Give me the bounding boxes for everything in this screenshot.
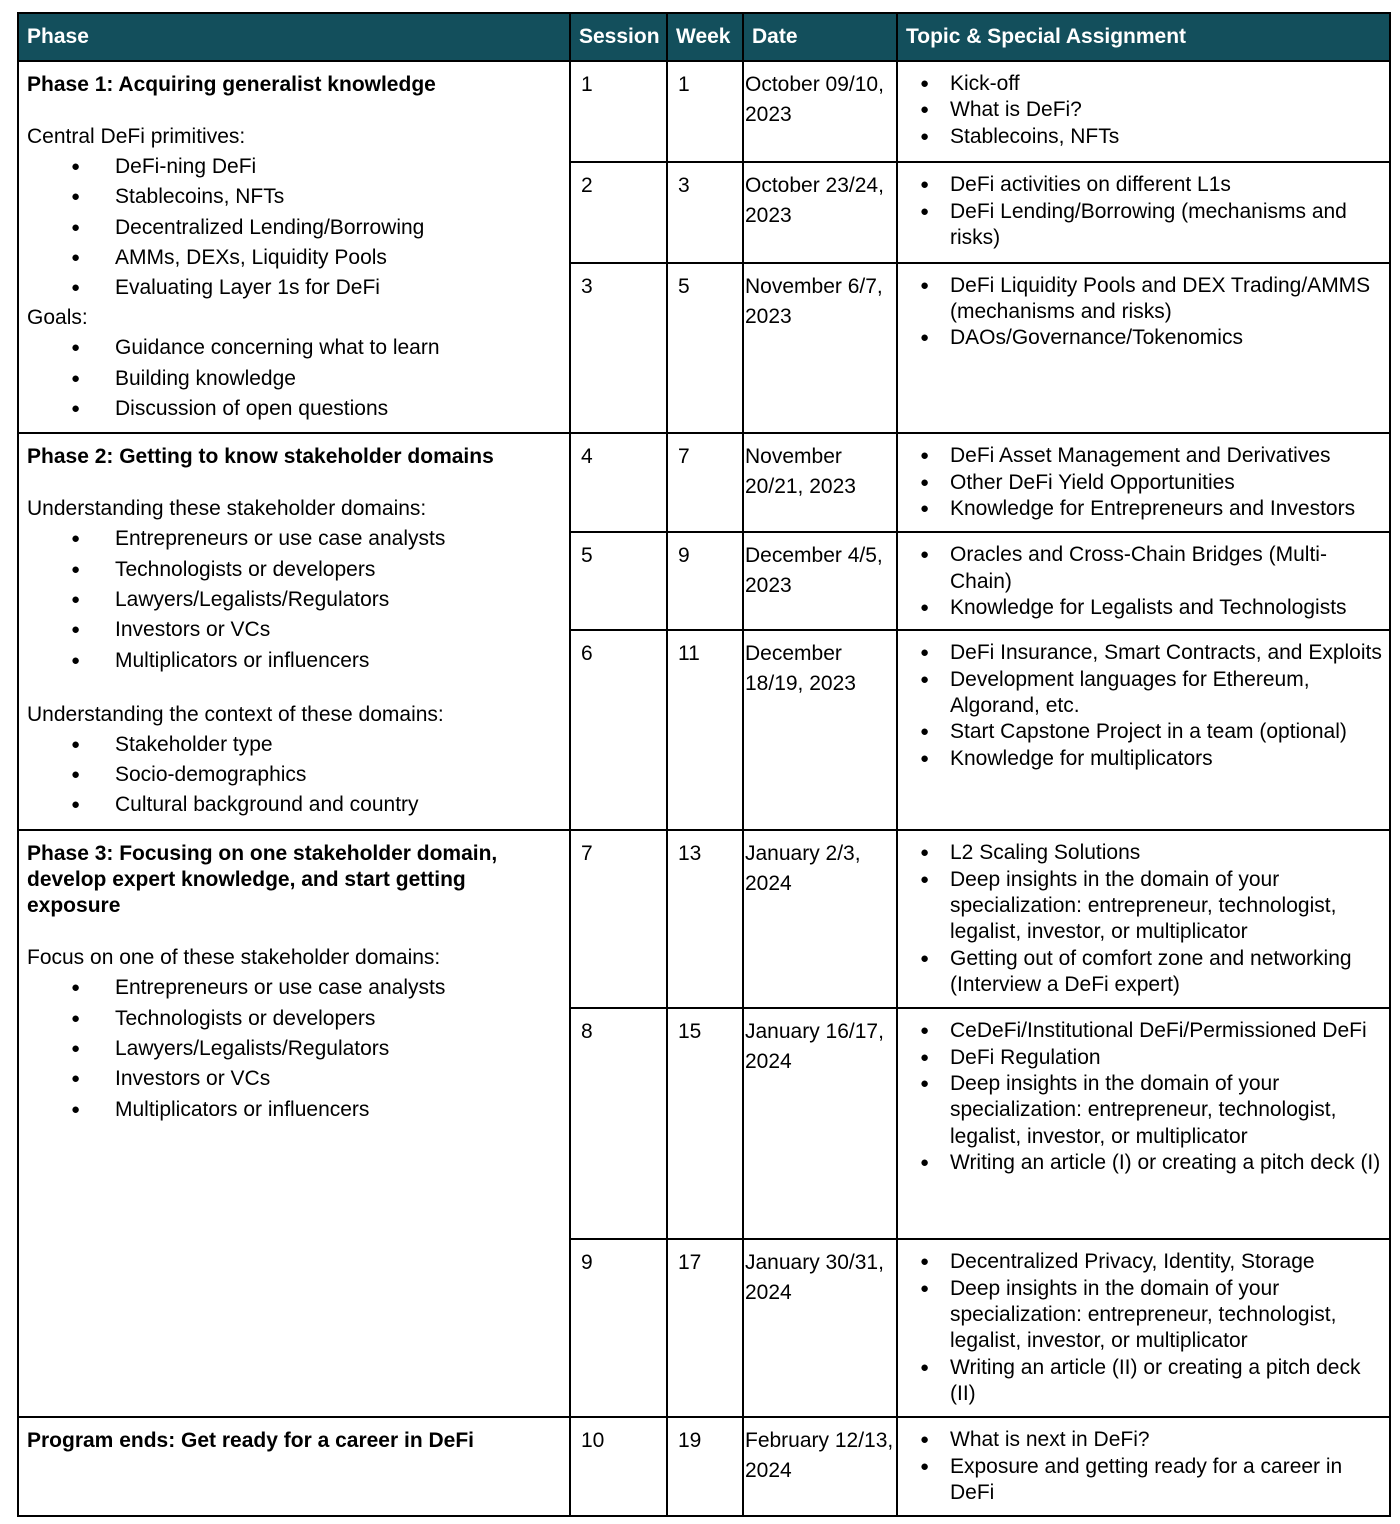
session-number: 8 xyxy=(570,1008,667,1239)
topic-item: ● Oracles and Cross-Chain Bridges (Multi-Chain) xyxy=(906,542,1385,595)
week-number: 17 xyxy=(667,1239,743,1417)
topic-list xyxy=(906,1018,1385,1176)
topic-list xyxy=(906,1249,1385,1407)
session-date: December 18/19, 2023 xyxy=(743,630,897,830)
topic-item: ● Kick-off xyxy=(906,71,1385,97)
topic-cell xyxy=(897,162,1390,262)
topic-item: ● Development languages for Ethereum, Algorand, etc. xyxy=(906,667,1385,720)
header-topic: Topic & Special Assignment xyxy=(897,13,1390,61)
topic-item: ● CeDeFi/Institutional DeFi/Permissioned DeFi xyxy=(906,1018,1385,1044)
topic-item: ● Knowledge for Entrepreneurs and Investors xyxy=(906,496,1385,522)
list-item: ● AMMs, DEXs, Liquidity Pools xyxy=(27,243,561,273)
topic-item: ● Deep insights in the domain of your specialization: entrepreneur, technologist, legalist, investor, or multiplicator xyxy=(906,1071,1385,1150)
topic-item: ● DeFi Lending/Borrowing (mechanisms and risks) xyxy=(906,199,1385,252)
week-number: 13 xyxy=(667,830,743,1008)
topic-cell xyxy=(897,630,1390,830)
list-item: ● Discussion of open questions xyxy=(27,394,561,424)
section-label: Goals: xyxy=(27,306,88,330)
header-phase: Phase xyxy=(18,13,570,61)
topic-item: ● Decentralized Privacy, Identity, Storage xyxy=(906,1249,1385,1275)
list-item: ● Guidance concerning what to learn xyxy=(27,333,561,363)
week-number: 15 xyxy=(667,1008,743,1239)
list-item: ● Building knowledge xyxy=(27,364,561,394)
list-item: ● Entrepreneurs or use case analysts xyxy=(27,524,561,554)
bullet-list xyxy=(27,730,561,821)
table-row xyxy=(18,1417,1390,1516)
topic-cell xyxy=(897,263,1390,433)
week-number: 11 xyxy=(667,630,743,830)
topic-cell xyxy=(897,830,1390,1008)
phase-cell xyxy=(18,433,570,830)
list-item: ● Evaluating Layer 1s for DeFi xyxy=(27,273,561,303)
section-label: Understanding the context of these domains: xyxy=(27,702,444,726)
session-number: 2 xyxy=(570,162,667,262)
list-item: ● DeFi-ning DeFi xyxy=(27,152,561,182)
topic-item: ● Stablecoins, NFTs xyxy=(906,124,1385,150)
list-item: ● Multiplicators or influencers xyxy=(27,646,561,676)
list-item: ● Technologists or developers xyxy=(27,555,561,585)
header-week: Week xyxy=(667,13,743,61)
session-number: 3 xyxy=(570,263,667,433)
topic-item: ● Deep insights in the domain of your specialization: entrepreneur, technologist, legalist, investor, or multiplicator xyxy=(906,867,1385,946)
topic-list xyxy=(906,71,1385,150)
session-date: October 09/10, 2023 xyxy=(743,61,897,162)
list-item: ● Multiplicators or influencers xyxy=(27,1095,561,1125)
phase-title: Phase 3: Focusing on one stakeholder domain, develop expert knowledge, and start getting exposure xyxy=(27,842,498,918)
table-row xyxy=(18,61,1390,162)
list-item: ● Lawyers/Legalists/Regulators xyxy=(27,585,561,615)
header-date: Date xyxy=(743,13,897,61)
topic-list xyxy=(906,840,1385,998)
topic-item: ● Knowledge for multiplicators xyxy=(906,746,1385,772)
topic-item: ● DeFi Asset Management and Derivatives xyxy=(906,443,1385,469)
week-number: 5 xyxy=(667,263,743,433)
session-date: January 16/17, 2024 xyxy=(743,1008,897,1239)
topic-cell xyxy=(897,433,1390,532)
topic-list xyxy=(906,1427,1385,1506)
session-date: February 12/13, 2024 xyxy=(743,1417,897,1516)
topic-item: ● DeFi Regulation xyxy=(906,1045,1385,1071)
header-session: Session xyxy=(570,13,667,61)
topic-item: ● DAOs/Governance/Tokenomics xyxy=(906,325,1385,351)
section-label: Focus on one of these stakeholder domains: xyxy=(27,946,441,970)
topic-item: ● Deep insights in the domain of your specialization: entrepreneur, technologist, legalist, investor, or multiplicator xyxy=(906,1276,1385,1355)
phase-title: Program ends: Get ready for a career in DeFi xyxy=(27,1429,474,1453)
session-number: 1 xyxy=(570,61,667,162)
session-number: 10 xyxy=(570,1417,667,1516)
phase-cell xyxy=(18,61,570,433)
section-label: Central DeFi primitives: xyxy=(27,125,246,148)
topic-item: ● Exposure and getting ready for a career in DeFi xyxy=(906,1454,1385,1507)
topic-list xyxy=(906,172,1385,251)
list-item: ● Socio-demographics xyxy=(27,760,561,790)
list-item: ● Lawyers/Legalists/Regulators xyxy=(27,1034,561,1064)
table-row xyxy=(18,830,1390,1008)
bullet-list xyxy=(27,973,561,1124)
session-date: December 4/5, 2023 xyxy=(743,532,897,630)
topic-item: ● What is next in DeFi? xyxy=(906,1427,1385,1453)
list-item: ● Decentralized Lending/Borrowing xyxy=(27,213,561,243)
bullet-list xyxy=(27,152,561,303)
topic-item: ● What is DeFi? xyxy=(906,97,1385,123)
session-number: 6 xyxy=(570,630,667,830)
bullet-list xyxy=(27,524,561,675)
topic-item: ● Writing an article (I) or creating a pitch deck (I) xyxy=(906,1150,1385,1176)
week-number: 1 xyxy=(667,61,743,162)
topic-cell xyxy=(897,1417,1390,1516)
topic-cell xyxy=(897,1008,1390,1239)
session-number: 9 xyxy=(570,1239,667,1417)
topic-list xyxy=(906,443,1385,522)
topic-cell xyxy=(897,532,1390,630)
topic-item: ● Other DeFi Yield Opportunities xyxy=(906,470,1385,496)
session-number: 5 xyxy=(570,532,667,630)
phase-title: Phase 2: Getting to know stakeholder domains xyxy=(27,445,494,469)
topic-cell xyxy=(897,61,1390,162)
session-date: October 23/24, 2023 xyxy=(743,162,897,262)
topic-list xyxy=(906,273,1385,352)
session-date: January 30/31, 2024 xyxy=(743,1239,897,1417)
list-item: ● Investors or VCs xyxy=(27,1064,561,1094)
topic-item: ● Getting out of comfort zone and networking (Interview a DeFi expert) xyxy=(906,946,1385,999)
session-date: January 2/3, 2024 xyxy=(743,830,897,1008)
list-item: ● Stablecoins, NFTs xyxy=(27,182,561,212)
topic-item: ● DeFi Liquidity Pools and DEX Trading/AMMS (mechanisms and risks) xyxy=(906,273,1385,326)
topic-item: ● Writing an article (II) or creating a pitch deck (II) xyxy=(906,1355,1385,1408)
section-label: Understanding these stakeholder domains: xyxy=(27,497,427,521)
week-number: 9 xyxy=(667,532,743,630)
header-row xyxy=(18,13,1390,61)
list-item: ● Investors or VCs xyxy=(27,615,561,645)
session-date: November 6/7, 2023 xyxy=(743,263,897,433)
topic-item: ● Start Capstone Project in a team (optional) xyxy=(906,719,1385,745)
phase-title: Phase 1: Acquiring generalist knowledge xyxy=(27,73,436,96)
session-number: 7 xyxy=(570,830,667,1008)
topic-list xyxy=(906,640,1385,771)
topic-item: ● L2 Scaling Solutions xyxy=(906,840,1385,866)
schedule-table xyxy=(17,12,1391,1517)
topic-item: ● DeFi activities on different L1s xyxy=(906,172,1385,198)
list-item: ● Entrepreneurs or use case analysts xyxy=(27,973,561,1003)
topic-list xyxy=(906,542,1385,621)
phase-cell xyxy=(18,1417,570,1516)
week-number: 19 xyxy=(667,1417,743,1516)
week-number: 3 xyxy=(667,162,743,262)
table-row xyxy=(18,433,1390,532)
list-item: ● Technologists or developers xyxy=(27,1004,561,1034)
phase-cell xyxy=(18,830,570,1417)
session-date: November 20/21, 2023 xyxy=(743,433,897,532)
list-item: ● Cultural background and country xyxy=(27,790,561,820)
topic-item: ● DeFi Insurance, Smart Contracts, and Exploits xyxy=(906,640,1385,666)
bullet-list xyxy=(27,333,561,424)
session-number: 4 xyxy=(570,433,667,532)
topic-cell xyxy=(897,1239,1390,1417)
week-number: 7 xyxy=(667,433,743,532)
topic-item: ● Knowledge for Legalists and Technologists xyxy=(906,595,1385,621)
list-item: ● Stakeholder type xyxy=(27,730,561,760)
